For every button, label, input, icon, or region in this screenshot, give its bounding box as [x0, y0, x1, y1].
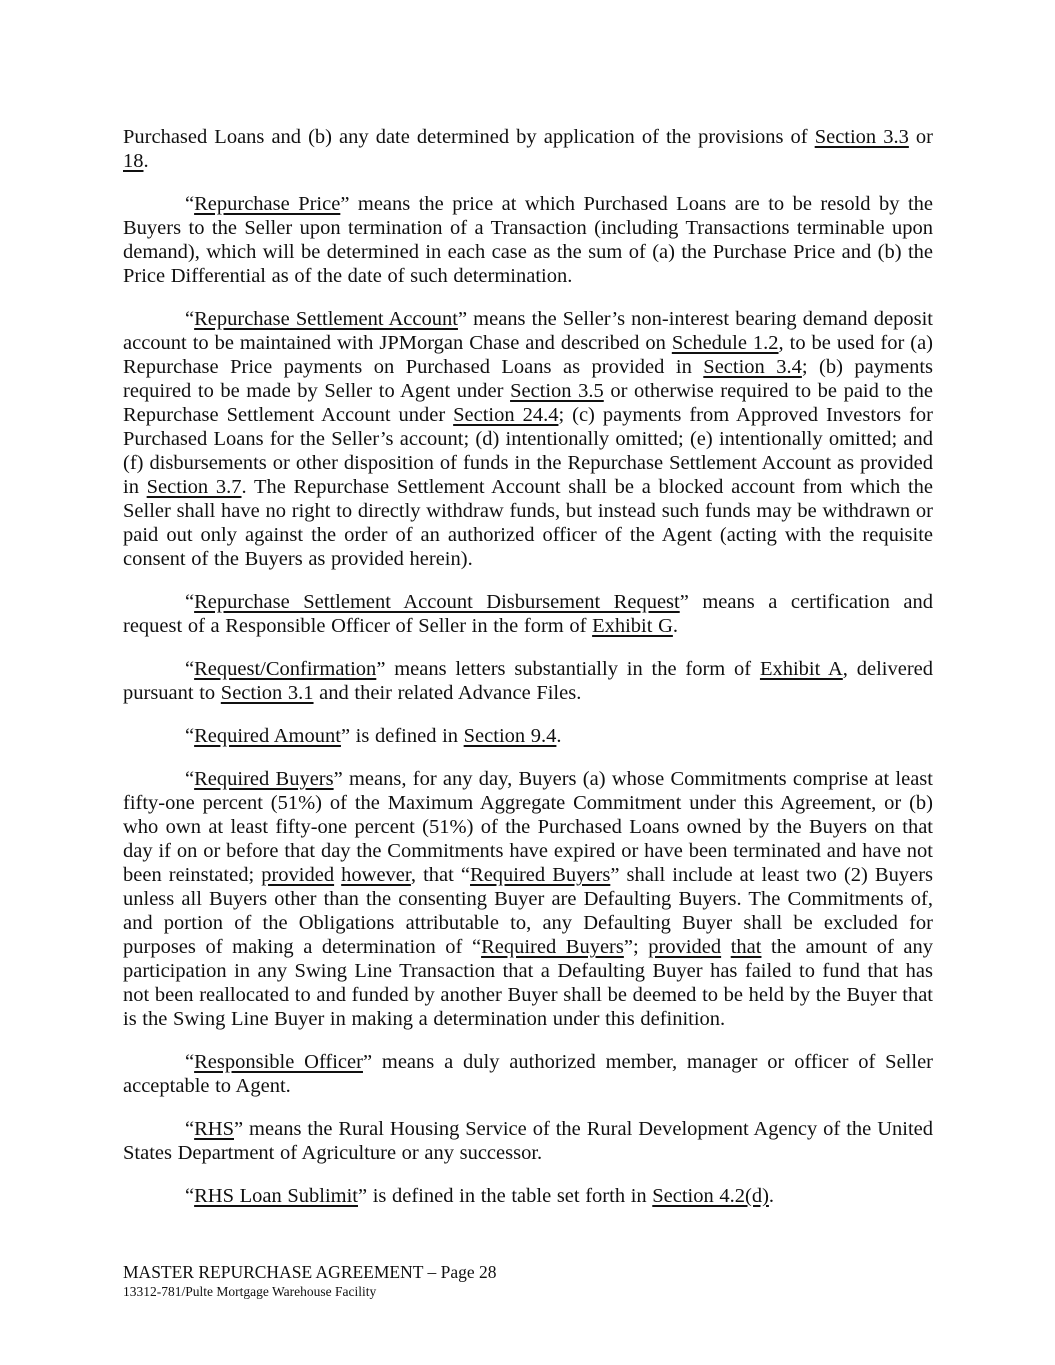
text-run: Purchased Loans and (b) any date determined by application of the provisions of — [123, 126, 815, 148]
underlined-term: Required Buyers — [470, 864, 611, 886]
paragraph-4 — [123, 590, 933, 638]
underlined-term: Required Amount — [194, 725, 341, 747]
text-run: , that “ — [410, 864, 471, 886]
underlined-term: 18 — [123, 150, 144, 172]
text-run: or otherwise required to be paid to the Repurchase Settlement Account under — [123, 380, 934, 426]
paragraph-9 — [123, 1117, 933, 1165]
page-footer — [123, 1261, 933, 1300]
text-run: ” means, for any day, Buyers (a) whose Commitments comprise at least fifty-one percent (51%) of the Maximum Aggregate Commitment under this Agreement, or (b) who own at least fifty-one percent (51%) of the Purchased Loans owned by the Buyers on that day if on or before that day the Commitments have expired or have been terminated and have not been reinstated; — [123, 768, 933, 886]
underlined-term: Repurchase Settlement Account — [194, 308, 458, 330]
underlined-term: that — [730, 936, 762, 958]
paragraph-3 — [123, 307, 933, 571]
underlined-term: Section 3.3 — [814, 126, 909, 148]
underlined-term: Request/Confirmation — [194, 658, 377, 680]
underlined-term: Repurchase Price — [194, 193, 341, 215]
text-run: ” means the Rural Housing Service of the Rural Development Agency of the United States Department of Agriculture or any successor. — [123, 1118, 933, 1164]
underlined-term: Responsible Officer — [194, 1051, 363, 1073]
underlined-term: provided — [261, 864, 335, 886]
paragraph-8 — [123, 1050, 933, 1098]
underlined-term: Exhibit A — [759, 658, 843, 680]
underlined-term: Section 3.1 — [220, 682, 314, 704]
text-run: ” means the price at which Purchased Loans are to be resold by the Buyers to the Seller upon termination of a Transaction (including Transactions terminable upon demand), which will be determined in each case as the sum of (a) the Purchase Price and (b) the Price Differential as of the date of such determination. — [123, 193, 933, 287]
underlined-term: Section 24.4 — [453, 404, 559, 426]
text-run: ” is defined in the table set forth in — [358, 1185, 653, 1207]
text-run: “ — [185, 308, 195, 330]
paragraph-6 — [123, 724, 933, 748]
paragraph-10 — [123, 1184, 933, 1208]
text-run: ; (c) payments from Approved Investors for Purchased Loans for the Seller’s account; (d) intentionally omitted; (e) intentionally omitted; and (f) disbursements or other disposition of funds in the Repurchase Settlement Account as provided in — [123, 404, 933, 498]
text-run: . — [768, 1185, 775, 1207]
text-run: and their related Advance Files. — [313, 682, 582, 704]
underlined-term: RHS — [194, 1118, 234, 1140]
paragraph-5 — [123, 657, 933, 705]
text-run: “ — [185, 1051, 195, 1073]
underlined-term: Required Buyers — [194, 768, 334, 790]
paragraph-1 — [123, 125, 933, 173]
underlined-term: Exhibit G — [592, 615, 673, 637]
text-run: . — [143, 150, 149, 172]
text-run: “ — [185, 591, 195, 613]
text-run: ” means a certification and request of a Responsible Officer of Seller in the form of — [123, 591, 933, 637]
text-run: ” means letters substantially in the form of — [376, 658, 760, 680]
text-run: . — [672, 615, 679, 637]
text-run: . The Repurchase Settlement Account shall be a blocked account from which the Seller shall have no right to directly withdraw funds, but instead such funds may be withdrawn or paid out only against the order of an authorized officer of the Agent (acting with the requisite consent of the Buyers as provided herein). — [123, 476, 933, 570]
text-run: “ — [185, 658, 195, 680]
text-run: ” is defined in — [340, 725, 464, 747]
text-run: ; (b) payments required to be made by Seller to Agent under — [123, 356, 933, 402]
paragraph-2 — [123, 192, 933, 288]
underlined-term: Repurchase Settlement Account Disbursement Request — [194, 591, 680, 613]
underlined-term: however — [341, 864, 411, 886]
text-run: , delivered pursuant to — [123, 658, 934, 704]
underlined-term: Section 9.4 — [463, 725, 557, 747]
footer-matter-reference: 13312-781/Pulte Mortgage Warehouse Facility — [123, 1284, 377, 1299]
paragraph-7 — [123, 767, 933, 1031]
underlined-term: Section 4.2(d) — [652, 1185, 769, 1207]
underlined-term: Section 3.7 — [146, 476, 242, 498]
text-run: ” means a duly authorized member, manager or officer of Seller acceptable to Agent. — [123, 1051, 933, 1097]
underlined-term: Required Buyers — [481, 936, 624, 958]
underlined-term: Schedule 1.2 — [671, 332, 779, 354]
underlined-term: Section 3.5 — [510, 380, 604, 402]
text-run: . — [556, 725, 562, 747]
text-run: ”; — [623, 936, 649, 958]
text-run: ” means the Seller’s non-interest bearing demand deposit account to be maintained with JPMorgan Chase and described on — [123, 308, 933, 354]
text-run: “ — [185, 725, 195, 747]
text-run: “ — [185, 768, 195, 790]
text-run: the amount of any participation in any Swing Line Transaction that a Defaulting Buyer has failed to fund that has not been reallocated to and funded by another Buyer shall be deemed to be held by the Buyer that is the Swing Line Buyer in making a determination under this definition. — [123, 936, 934, 1030]
underlined-term: provided — [648, 936, 722, 958]
text-run: or — [908, 126, 933, 148]
underlined-term: Section 3.4 — [703, 356, 802, 378]
footer-document-title: MASTER REPURCHASE AGREEMENT – Page 28 — [123, 1262, 497, 1282]
text-run: ” shall include at least two (2) Buyers unless all Buyers other than the consenting Buyer are Defaulting Buyers. The Commitments of, and portion of the Obligations attributable to, any Defaulting Buyer shall be excluded for purposes of making a determination of “ — [123, 864, 933, 958]
text-run: “ — [185, 1118, 195, 1140]
text-run — [721, 936, 731, 958]
text-run: “ — [185, 193, 195, 215]
text-run: “ — [185, 1185, 195, 1207]
text-run: , to be used for (a) Repurchase Price payments on Purchased Loans as provided in — [123, 332, 933, 378]
underlined-term: RHS Loan Sublimit — [194, 1185, 358, 1207]
document-body — [123, 125, 933, 1208]
